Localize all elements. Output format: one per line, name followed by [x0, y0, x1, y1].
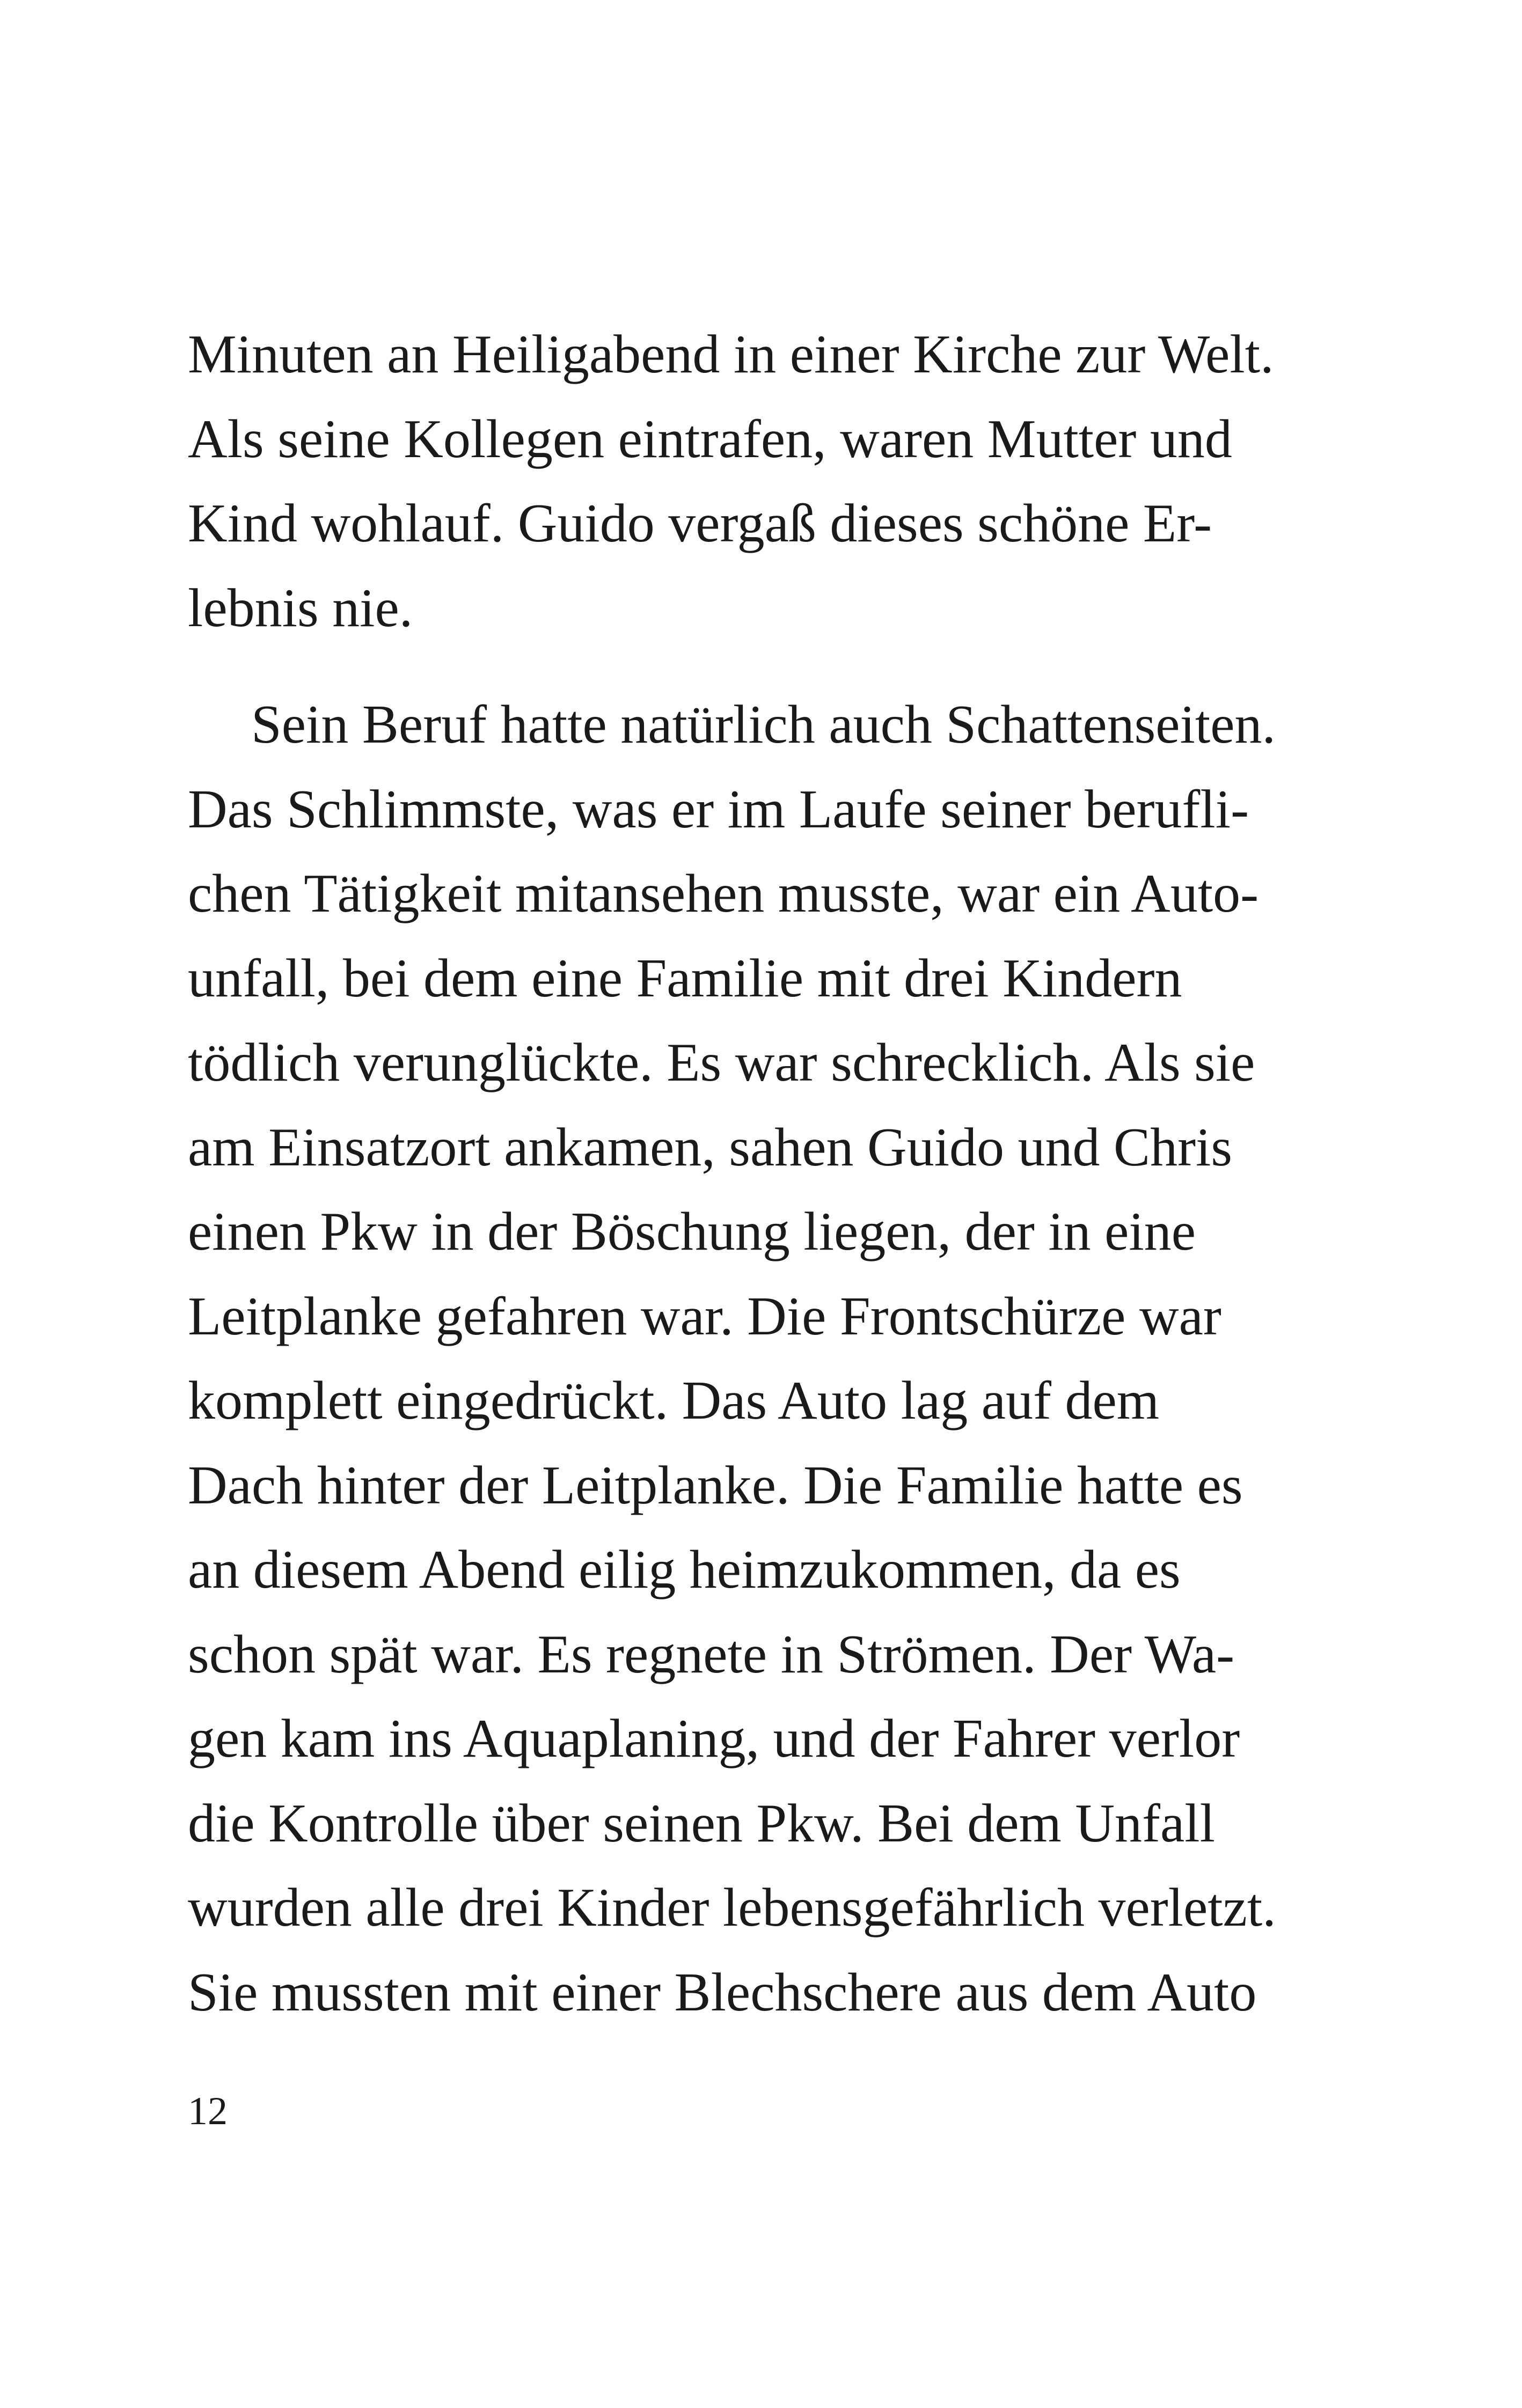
text-line: chen Tätigkeit mitansehen musste, war ein Auto- — [188, 863, 1259, 924]
text-line: unfall, bei dem eine Familie mit drei Kindern — [188, 948, 1182, 1009]
text-line: Sein Beruf hatte natürlich auch Schattenseiten. — [251, 694, 1276, 755]
page-number: 12 — [188, 2089, 228, 2133]
text-line: tödlich verunglückte. Es war schrecklich. Als sie — [188, 1032, 1255, 1093]
text-line: einen Pkw in der Böschung liegen, der in eine — [188, 1201, 1196, 1262]
text-line: Das Schlimmste, was er im Laufe seiner berufli- — [188, 779, 1249, 840]
paragraph-2 — [188, 682, 1342, 2035]
text-line: Sie mussten mit einer Blechschere aus dem Auto — [188, 1962, 1257, 2023]
text-line: schon spät war. Es regnete in Strömen. Der Wa- — [188, 1624, 1235, 1685]
paragraph-1 — [188, 312, 1342, 650]
text-line: an diesem Abend eilig heimzukommen, da es — [188, 1539, 1181, 1600]
body-text — [188, 312, 1342, 2035]
text-line: die Kontrolle über seinen Pkw. Bei dem Unfall — [188, 1793, 1215, 1854]
text-line: Minuten an Heiligabend in einer Kirche zur Welt. — [188, 324, 1274, 385]
text-line: am Einsatzort ankamen, sahen Guido und Chris — [188, 1117, 1233, 1178]
text-line: Leitplanke gefahren war. Die Frontschürze war — [188, 1286, 1221, 1347]
text-line: Kind wohlauf. Guido vergaß dieses schöne Er- — [188, 493, 1212, 554]
text-line: gen kam ins Aquaplaning, und der Fahrer verlor — [188, 1708, 1240, 1769]
text-line: wurden alle drei Kinder lebensgefährlich verletzt. — [188, 1877, 1276, 1938]
text-line: lebnis nie. — [188, 577, 413, 638]
text-line: komplett eingedrückt. Das Auto lag auf dem — [188, 1370, 1160, 1431]
text-line: Dach hinter der Leitplanke. Die Familie hatte es — [188, 1455, 1243, 1516]
text-line: Als seine Kollegen eintrafen, waren Mutter und — [188, 408, 1232, 469]
paragraph-gap — [188, 650, 1342, 682]
